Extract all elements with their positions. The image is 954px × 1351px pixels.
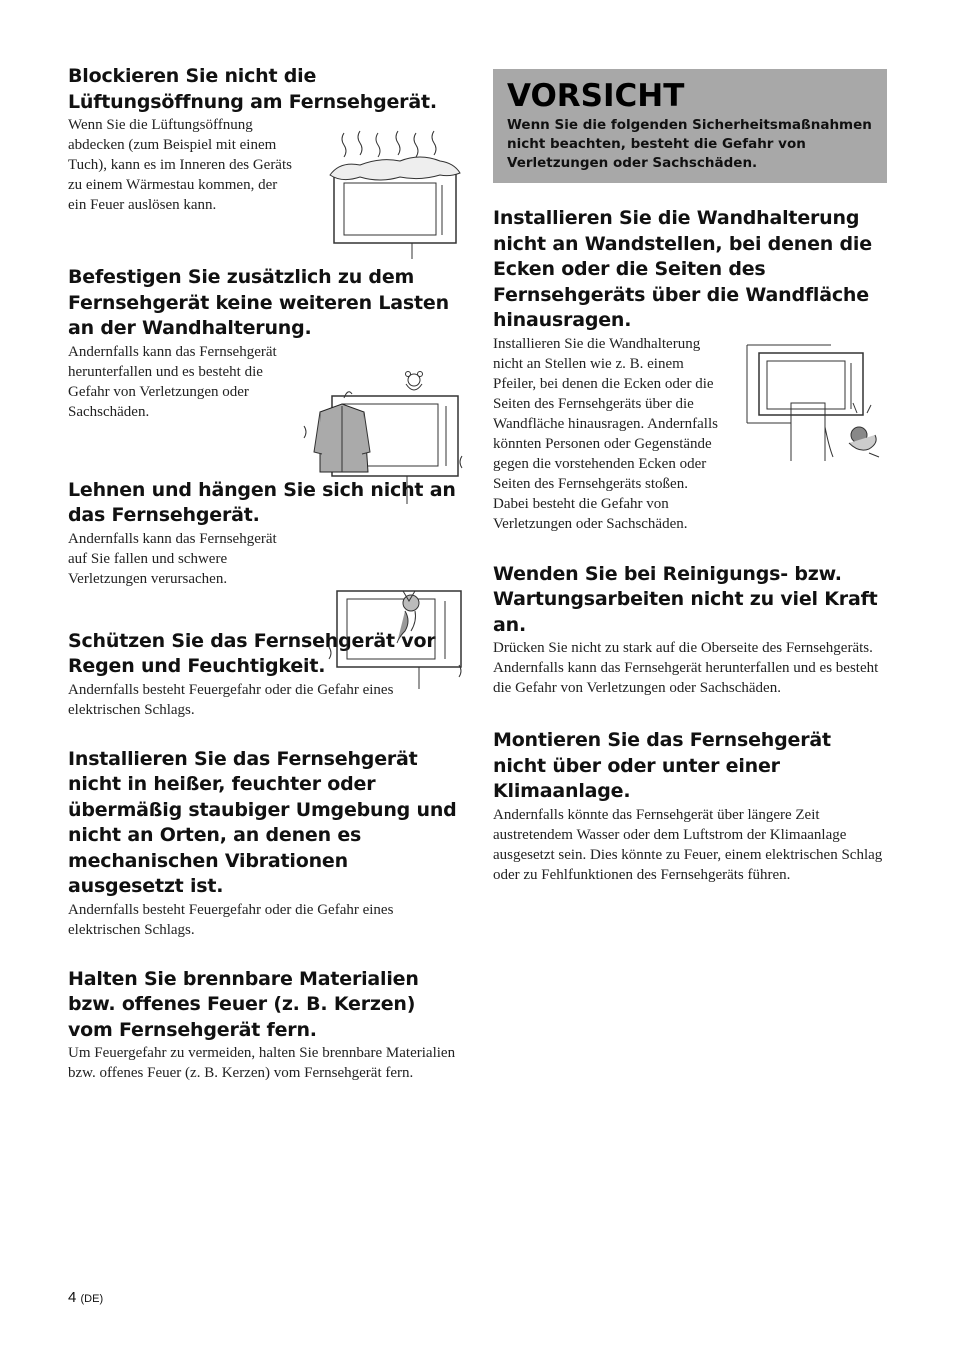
section-body: Andernfalls könnte das Fernsehgerät über längere Zeit austretendem Wasser oder dem Luftstrom der Klimaanlage ausgesetzt sein. Dies könnte zu Feuer, einem elektrischen Schlag oder zu Fehlfunktionen des Fernsehgeräts führen. (493, 806, 883, 883)
language-code: (DE) (80, 1293, 104, 1305)
section-heading: Wenden Sie bei Reinigungs- bzw. Wartungsarbeiten nicht zu viel Kraft an. (493, 562, 878, 636)
section-heading: Befestigen Sie zusätzlich zu dem Fernsehgerät keine weiteren Lasten an der Wandhalterung. (68, 266, 449, 339)
page-number-value: 4 (68, 1289, 77, 1306)
section-body: Andernfalls besteht Feuergefahr oder die Gefahr eines elektrischen Schlags. (68, 901, 394, 938)
section-air-conditioner (493, 728, 887, 885)
tv-pillar-figure (741, 343, 887, 461)
caution-text: Wenn Sie die folgenden Sicherheitsmaßnahmen nicht beachten, besteht die Gefahr von Verletzungen oder Sachschäden. (507, 117, 872, 171)
section-heading: Lehnen und hängen Sie sich nicht an das Fernsehgerät. (68, 478, 456, 526)
page-number (68, 1289, 103, 1306)
section-body: Drücken Sie nicht zu stark auf die Oberseite des Fernsehgeräts. Andernfalls kann das Fernsehgerät herunterfallen und es besteht die Gefahr von Verletzungen oder Sachschäden. (493, 640, 879, 696)
section-body: Um Feuergefahr zu vermeiden, halten Sie brennbare Materialien bzw. offenes Feuer (z. B. Kerzen) vom Fernsehgerät fern. (68, 1045, 456, 1081)
right-column (493, 69, 887, 885)
caution-title: VORSICHT (507, 78, 685, 114)
section-body: Installieren Sie die Wandhalterung nicht an Stellen wie z. B. einem Pfeiler, bei denen die Ecken oder die Seiten des Fernsehgeräts über die Wandfläche hinausragen. Andernfalls könnten Personen oder Gegenstände gegen die vorstehenden Ecken oder Seiten des Fernsehgeräts stoßen. Dabei besteht die Gefahr von Verletzungen oder Sachschäden. (493, 335, 718, 532)
section-environment (68, 747, 463, 940)
section-body: Andernfalls kann das Fernsehgerät herunterfallen und es besteht die Gefahr von Verletzungen oder Sachschäden. (68, 343, 277, 420)
section-heading: Schützen Sie das Fernsehgerät vor Regen und Feuchtigkeit. (68, 629, 436, 677)
section-body: Andernfalls kann das Fernsehgerät auf Sie fallen und schwere Verletzungen verursachen. (68, 530, 277, 587)
tv-cloth-figure (322, 125, 464, 259)
tv-coat-teddy-figure (302, 368, 464, 506)
section-heading: Montieren Sie das Fernsehgerät nicht über oder unter einer Klimaanlage. (493, 729, 831, 802)
section-heading: Blockieren Sie nicht die Lüftungsöffnung am Fernsehgerät. (68, 65, 437, 113)
section-body: Wenn Sie die Lüftungsöffnung abdecken (zum Beispiel mit einem Tuch), kann es im Inneren des Geräts zu einem Wärmestau kommen, der ein Feuer auslösen kann. (68, 117, 292, 213)
section-cleaning (493, 562, 887, 699)
section-body: Andernfalls besteht Feuergefahr oder die Gefahr eines elektrischen Schlags. (68, 681, 394, 718)
section-heading: Halten Sie brennbare Materialien bzw. offenes Feuer (z. B. Kerzen) vom Fernsehgerät fern. (68, 967, 419, 1041)
tv-person-hanging-figure (325, 585, 465, 689)
section-flammable (68, 967, 463, 1084)
caution-box (493, 69, 887, 183)
section-heading: Installieren Sie die Wandhalterung nicht an Wandstellen, bei denen die Ecken oder die Seiten des Fernsehgeräts über die Wandfläche hinausragen. (493, 207, 872, 331)
section-heading: Installieren Sie das Fernsehgerät nicht in heißer, feuchter oder übermäßig staubiger Umgebung und nicht an Orten, an denen es mechanischen Vibrationen ausgesetzt ist. (68, 747, 457, 897)
